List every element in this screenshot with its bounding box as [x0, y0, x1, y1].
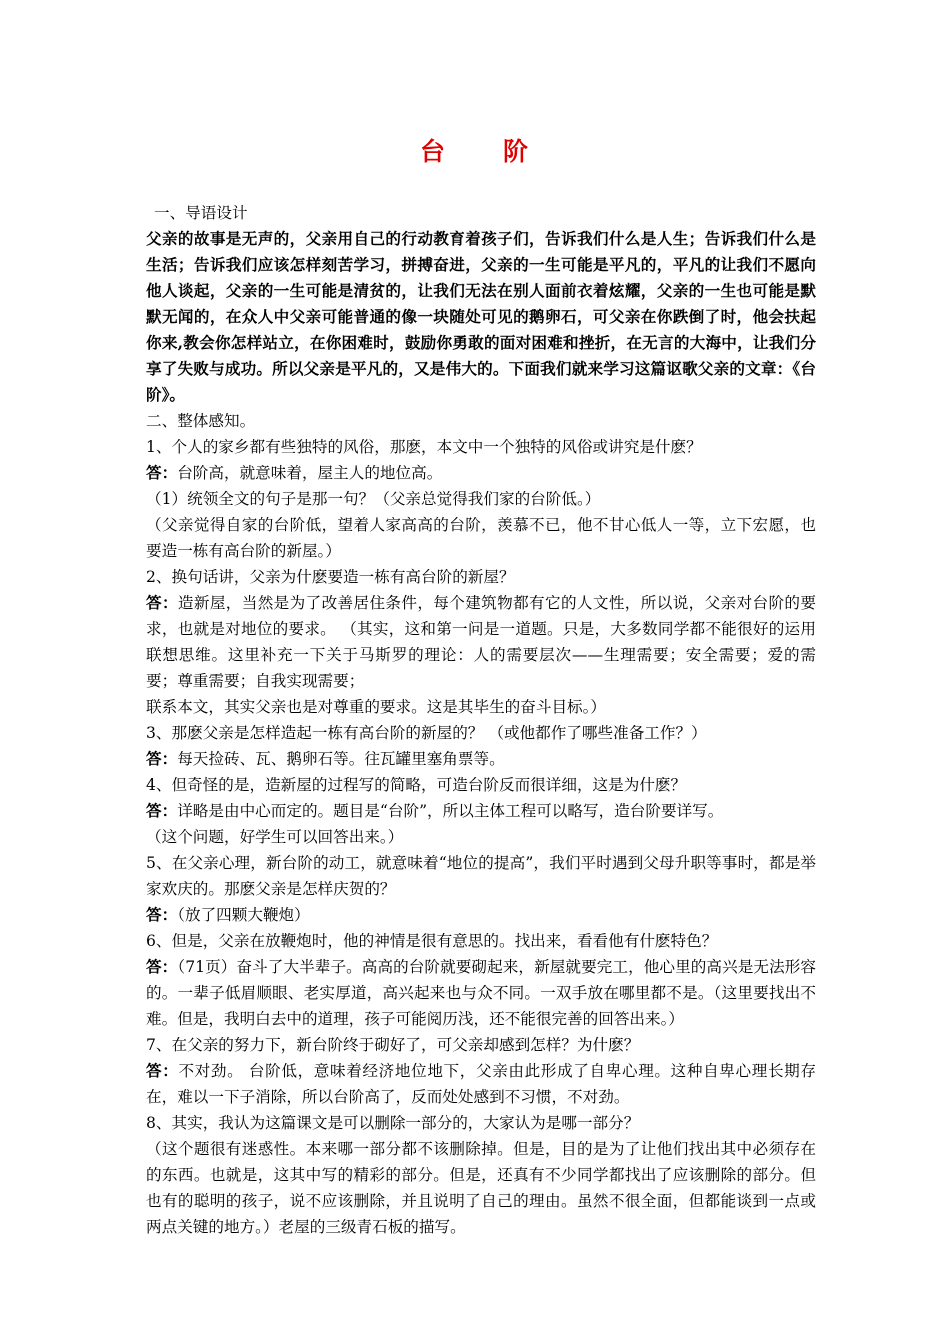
answer-label: 答：: [146, 957, 178, 976]
question-8-note: （这个题很有迷惑性。本来哪一部分都不该删除掉。但是，目的是为了让他们找出其中必须存在的东西。也就是，这其中写的精彩的部分。但是，还真有不少同学都找出了应该删除的部分。但也有的聪明的孩子，说不应该删除，并且说明了自己的理由。虽然不很全面，但都能谈到一点或两点关键的地方。）老屋的三级青石板的描写。: [146, 1140, 816, 1236]
answer-7: [146, 1058, 816, 1110]
question-6: 6、但是，父亲在放鞭炮时，他的神情是很有意思的。找出来，看看他有什麽特色？: [146, 932, 718, 950]
answer-3-text: 每天捡砖、瓦、鹅卵石等。往瓦罐里塞角票等。: [177, 750, 505, 768]
answer-7-text: 不对劲。 台阶低，意味着经济地位地下，父亲由此形成了自卑心理。这种自卑心理长期存在，难以一下子消除，所以台阶高了，反而处处感到不习惯，不对劲。: [146, 1062, 816, 1106]
answer-1-text: 台阶高，就意味着，屋主人的地位高。: [177, 464, 443, 482]
intro-paragraph: 父亲的故事是无声的，父亲用自己的行动教育着孩子们，告诉我们什么是人生；告诉我们什么是生活；告诉我们应该怎样刻苦学习，拼搏奋进，父亲的一生可能是平凡的，平凡的让我们不愿向他人谈起，父亲的一生可能是清贫的，让我们无法在别人面前衣着炫耀，父亲的一生也可能是默默无闻的，在众人中父亲可能普通的像一块随处可见的鹅卵石，可父亲在你跌倒了时，他会扶起你来,教会你怎样站立，在你困难时，鼓励你勇敢的面对困难和挫折，在无言的大海中，让我们分享了失败与成功。所以父亲是平凡的，又是伟大的。下面我们就来学习这篇讴歌父亲的文章：《台阶》。: [146, 229, 816, 404]
question-1-sub-note: （父亲觉得自家的台阶低，望着人家高高的台阶，羡慕不已，他不甘心低人一等，立下宏愿，也要造一栋有高台阶的新屋。）: [146, 516, 816, 560]
answer-4: [146, 798, 816, 824]
answer-4-text: 详略是由中心而定的。题目是“台阶”，所以主体工程可以略写，造台阶要详写。: [177, 802, 724, 820]
section-2-heading: 二、整体感知。: [146, 412, 256, 430]
answer-label: 答：: [146, 1061, 179, 1080]
answer-2: [146, 590, 816, 694]
answer-5: [146, 902, 816, 928]
answer-6: [146, 954, 816, 1032]
title-char-1: 台: [419, 137, 447, 166]
answer-label: 答：: [146, 801, 178, 820]
section-1-heading: 一、导语设计: [154, 204, 248, 222]
question-4: 4、但奇怪的是，造新屋的过程写的简略，可造台阶反而很详细，这是为什麽？: [146, 776, 687, 794]
document-body: [146, 200, 816, 1240]
answer-label: 答：: [146, 463, 178, 482]
question-3: 3、那麽父亲是怎样造起一栋有高台阶的新屋的？ （或他都作了哪些准备工作？）: [146, 724, 707, 742]
question-1: 1、个人的家乡都有些独特的风俗，那麽，本文中一个独特的风俗或讲究是什麽？: [146, 438, 702, 456]
title-char-2: 阶: [503, 137, 531, 166]
answer-2-text: 造新屋，当然是为了改善居住条件，每个建筑物都有它的人文性，所以说，父亲对台阶的要求，也就是对地位的要求。 （其实，这和第一问是一道题。只是，大多数同学都不能很好的运用联想思维。这里补充一下关于马斯罗的理论：人的需要层次——生理需要；安全需要；爱的需要；尊重需要；自我实现需要；: [146, 594, 816, 690]
question-8: 8、其实，我认为这篇课文是可以删除一部分的，大家认为是哪一部分？: [146, 1114, 640, 1132]
answer-6-text: （71页）奋斗了大半辈子。高高的台阶就要砌起来，新屋就要完工，他心里的高兴是无法形容的。一辈子低眉顺眼、老实厚道，高兴起来也与众不同。一双手放在哪里都不是。（这里要找出不难。但是，我明白去中的道理，孩子可能阅历浅，还不能很完善的回答出来。）: [146, 958, 816, 1028]
answer-1: [146, 460, 816, 486]
document-title: [0, 132, 950, 168]
answer-label: 答：: [146, 593, 178, 612]
answer-label: 答：: [146, 905, 178, 924]
question-2: 2、换句话讲，父亲为什麽要造一栋有高台阶的新屋？: [146, 568, 515, 586]
answer-5-text: （放了四颗大鞭炮）: [177, 906, 310, 924]
answer-label: 答：: [146, 749, 178, 768]
answer-2-continued: 联系本文，其实父亲也是对尊重的要求。这是其毕生的奋斗目标。）: [146, 698, 607, 716]
question-7: 7、在父亲的努力下，新台阶终于砌好了，可父亲却感到怎样？为什麽？: [146, 1036, 640, 1054]
question-5: 5、在父亲心理，新台阶的动工，就意味着“地位的提高”，我们平时遇到父母升职等事时，都是举家欢庆的。那麽父亲是怎样庆贺的？: [146, 854, 816, 898]
answer-4-note: （这个问题，好学生可以回答出来。）: [146, 828, 404, 846]
question-1-sub: （1）统领全文的句子是那一句？（父亲总觉得我们家的台阶低。）: [146, 490, 601, 508]
answer-3: [146, 746, 816, 772]
